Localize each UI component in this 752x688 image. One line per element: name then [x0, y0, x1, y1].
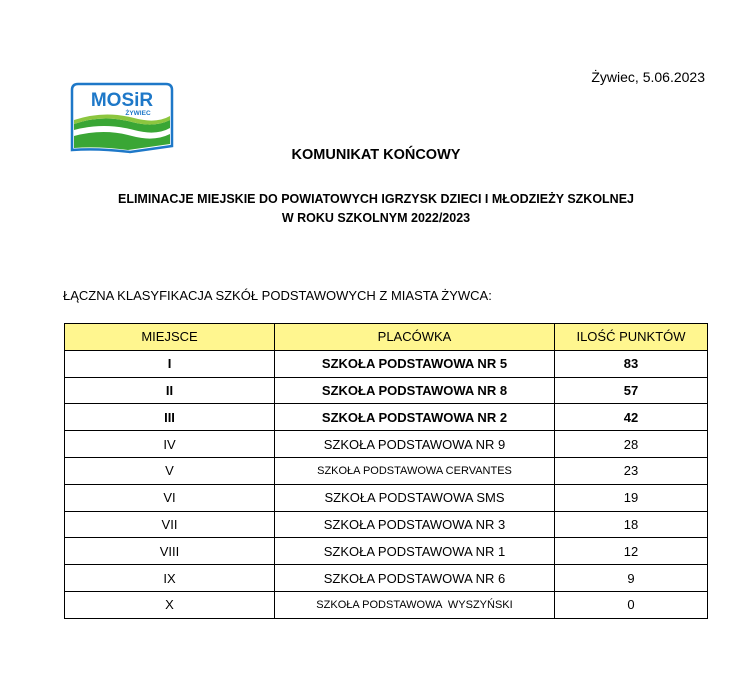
document-title: KOMUNIKAT KOŃCOWY: [291, 147, 461, 163]
cell-points: 83: [555, 350, 708, 377]
cell-place: IV: [65, 431, 275, 458]
cell-school: SZKOŁA PODSTAWOWA NR 8: [275, 377, 555, 404]
cell-school: SZKOŁA PODSTAWOWA WYSZYŃSKI: [275, 591, 555, 618]
cell-points: 23: [555, 457, 708, 484]
section-label: ŁĄCZNA KLASYFIKACJA SZKÓŁ PODSTAWOWYCH Z MIASTA ŻYWCA:: [63, 288, 492, 303]
logo-subtext: ŻYWIEC: [125, 110, 151, 117]
cell-points: 0: [555, 591, 708, 618]
logo-text: MOSiR: [90, 90, 154, 111]
table-row: [65, 431, 708, 458]
cell-points: 9: [555, 565, 708, 592]
subtitle-line-1: ELIMINACJE MIEJSKIE DO POWIATOWYCH IGRZYSK DZIECI I MŁODZIEŻY SZKOLNEJ: [117, 192, 634, 206]
cell-points: 18: [555, 511, 708, 538]
cell-place: VI: [65, 484, 275, 511]
cell-school: SZKOŁA PODSTAWOWA NR 1: [275, 538, 555, 565]
cell-school: SZKOŁA PODSTAWOWA SMS: [275, 484, 555, 511]
cell-place: II: [65, 377, 275, 404]
cell-points: 12: [555, 538, 708, 565]
cell-points: 42: [555, 404, 708, 431]
header-place: MIEJSCE: [65, 324, 275, 351]
subtitle-line-2: W ROKU SZKOLNYM 2022/2023: [281, 211, 471, 225]
document-subtitle: [0, 190, 752, 228]
table-row: [65, 377, 708, 404]
table-row: [65, 538, 708, 565]
results-table: [64, 323, 708, 619]
cell-school: SZKOŁA PODSTAWOWA NR 3: [275, 511, 555, 538]
table-row: [65, 565, 708, 592]
table-row: [65, 591, 708, 618]
table-row: [65, 484, 708, 511]
cell-school: SZKOŁA PODSTAWOWA NR 6: [275, 565, 555, 592]
header-points: ILOŚĆ PUNKTÓW: [555, 324, 708, 351]
document-date: Żywiec, 5.06.2023: [591, 69, 705, 85]
cell-points: 57: [555, 377, 708, 404]
mosir-logo-graphic: [68, 80, 176, 154]
table-header-row: [65, 324, 708, 351]
table-row: [65, 511, 708, 538]
cell-place: X: [65, 591, 275, 618]
table-row: [65, 457, 708, 484]
table-row: [65, 404, 708, 431]
cell-school: SZKOŁA PODSTAWOWA NR 2: [275, 404, 555, 431]
cell-place: I: [65, 350, 275, 377]
header-school: PLACÓWKA: [275, 324, 555, 351]
cell-place: III: [65, 404, 275, 431]
cell-points: 19: [555, 484, 708, 511]
cell-place: VIII: [65, 538, 275, 565]
cell-place: V: [65, 457, 275, 484]
cell-school: SZKOŁA PODSTAWOWA NR 9: [275, 431, 555, 458]
cell-points: 28: [555, 431, 708, 458]
table-row: [65, 350, 708, 377]
mosir-logo: [68, 80, 176, 154]
cell-school: SZKOŁA PODSTAWOWA CERVANTES: [275, 457, 555, 484]
cell-place: VII: [65, 511, 275, 538]
cell-school: SZKOŁA PODSTAWOWA NR 5: [275, 350, 555, 377]
cell-place: IX: [65, 565, 275, 592]
